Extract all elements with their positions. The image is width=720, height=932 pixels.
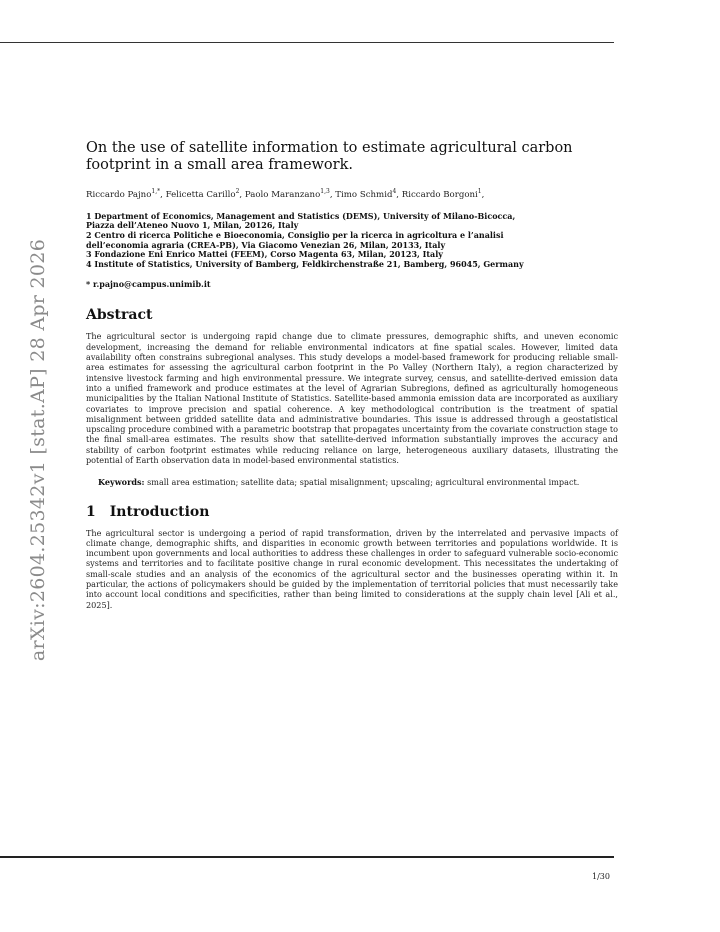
abstract-text: The agricultural sector is undergoing rapid change due to climate pressures, demographic shifts, and uneven economic development, increasing the demand for reliable environmental indicators at fine spatial scales. However, limited data availability often constrains subregional analyses. This study develops a model-based framework for producing reliable small-area estimates for assessing the agricultural carbon footprint in the Po Valley (Northern Italy), a region characterized by intensive livestock farming and high environmental pressure. We integrate survey, census, and satellite-derived emission data into a unified framework and produce estimates at the level of Agrarian Subregions, defined as agriculturally homogeneous municipalities by the Italian National Institute of Statistics. Satellite-based ammonia emission data are incorporated as auxiliary covariates to improve precision and spatial coherence. A key methodological contribution is the treatment of spatial misalignment between gridded satellite data and administrative boundaries. This issue is addressed through a geostatistical upscaling procedure combined with a parametric bootstrap that propagates uncertainty from the covariate construction stage to the final small-area estimates. The results show that satellite-derived information substantially improves the accuracy and stability of carbon footprint estimates while reducing reliance on large, heterogeneous auxiliary datasets, illustrating the potential of Earth observation data in model-based environmental statistics. (86, 331, 618, 465)
affiliation-line: 2 Centro di ricerca Politiche e Bioeconomia, Consiglio per la ricerca in agricoltura e l’analisi (86, 230, 504, 241)
author-name: Paolo Maranzano (244, 189, 321, 200)
author-affil-mark: 1 (477, 188, 482, 195)
author-affil-mark: 4 (392, 188, 397, 195)
keywords (86, 477, 618, 487)
abstract-heading: Abstract (86, 307, 153, 324)
affiliation-line: Piazza dell’Ateneo Nuovo 1, Milan, 20126, Italy (86, 220, 299, 231)
affiliation-line: 3 Fondazione Eni Enrico Mattei (FEEM), Corso Magenta 63, Milan, 20123, Italy (86, 249, 443, 260)
author-affil-mark: 1,3 (320, 188, 330, 195)
section-heading (86, 504, 618, 520)
affiliation-line: 4 Institute of Statistics, University of Bamberg, Feldkirchenstraße 21, Bamberg, 96045, Germany (86, 258, 524, 269)
keywords-label: Keywords: (98, 477, 145, 488)
paper-title: On the use of satellite information to estimate agricultural carbon footprint in a small area framework. (86, 140, 573, 173)
author-affil-mark: 1,* (151, 188, 161, 195)
bottom-rule (0, 856, 614, 858)
author-name: Felicetta Carillo (165, 189, 236, 200)
keywords-text: small area estimation; satellite data; spatial misalignment; upscaling; agricultural environmental impact. (147, 477, 580, 488)
corresponding-email: * r.pajno@campus.unimib.it (86, 279, 211, 290)
author-name: Timo Schmid (335, 189, 393, 200)
section-title: Introduction (109, 503, 210, 520)
top-rule (0, 42, 614, 43)
affiliation-line: dell’economia agraria (CREA-PB), Via Giacomo Venezian 26, Milan, 20133, Italy (86, 239, 446, 250)
author-list: Riccardo Pajno$^{1,*}$, Felicetta Carillo$^2$, Paolo Maranzano$^{1,3}$, Timo Schmid$^4$, Riccardo Borgoni$^1$, (86, 188, 485, 200)
arxiv-identifier: arXiv:2604.25342v1 [stat.AP] 28 Apr 2026 (27, 238, 49, 662)
section-number: 1 (86, 503, 96, 520)
author-name: Riccardo Pajno (86, 189, 152, 200)
introduction-text: The agricultural sector is undergoing a period of rapid transformation, driven by the interrelated and pervasive impacts of climate change, demographic shifts, and disparities in economic growth between territories and populations worldwide. It is incumbent upon governments and local authorities to address these challenges in order to safeguard vulnerable socio-economic systems and territories and to facilitate positive change in rural economic development. This necessitates the undertaking of small-scale studies and an analysis of the economics of the agricultural sector and the businesses operating within it. In particular, the actions of policymakers should be guided by the implementation of territorial policies that must necessarily take into account local conditions and specificities, rather than being limited to considerations at the supply chain level [Ali et al., 2025]. (86, 527, 618, 610)
affiliation-line: 1 Department of Economics, Management and Statistics (DEMS), University of Milano-Bicocca, (86, 210, 516, 221)
author-name: Riccardo Borgoni (401, 189, 478, 200)
page-content (86, 140, 618, 610)
author-affil-mark: 2 (235, 188, 240, 195)
page-number: 1/30 (592, 872, 610, 881)
affiliations (86, 212, 618, 270)
